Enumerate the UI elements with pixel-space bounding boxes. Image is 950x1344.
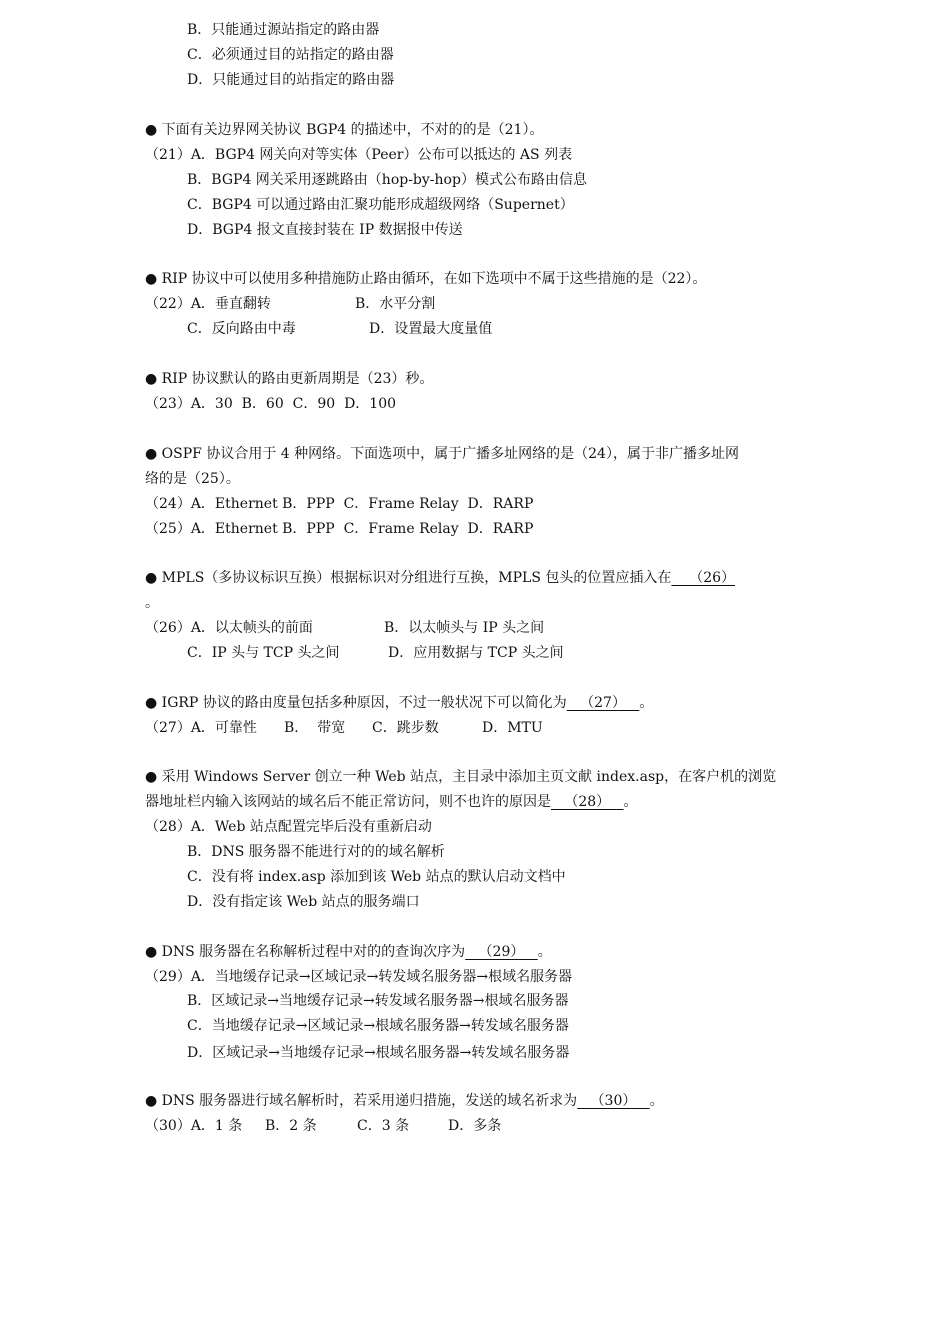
q29-option-b: B．区域记录→当地缓存记录→转发域名服务器→根域名服务器 bbox=[187, 993, 569, 1009]
q28-stem-line1: ● 采用 Windows Server 创立一种 Web 站点，主目录中添加主页文献 index.asp，在客户机的浏览 bbox=[145, 769, 777, 785]
q20-option-c: C．必须通过目的站指定的路由器 bbox=[187, 47, 394, 63]
q27-stem-tail: 。 bbox=[639, 695, 654, 711]
q27-option-c: C．跳步数 bbox=[372, 720, 439, 736]
q30-option-d: D．多条 bbox=[448, 1118, 502, 1134]
q23-stem: ● RIP 协议默认的路由更新周期是（23）秒。 bbox=[145, 371, 434, 387]
q22-option-a: （22）A．垂直翻转 bbox=[145, 296, 271, 312]
q28-option-b: B．DNS 服务器不能进行对的的域名解析 bbox=[187, 844, 445, 860]
q26-option-b: B．以太帧头与 IP 头之间 bbox=[384, 620, 545, 636]
q22-option-b: B．水平分割 bbox=[355, 296, 436, 312]
q22-stem: ● RIP 协议中可以使用多种措施防止路由循环，在如下选项中不属于这些措施的是（22）。 bbox=[145, 271, 707, 287]
q26-option-d: D．应用数据与 TCP 头之间 bbox=[388, 645, 564, 661]
q21-option-c: C．BGP4 可以通过路由汇聚功能形成超级网络（Supernet） bbox=[187, 197, 574, 213]
q30-stem-text: ● DNS 服务器进行域名解析时，若采用递归措施，发送的域名祈求为 bbox=[145, 1093, 578, 1109]
q26-stem bbox=[145, 568, 735, 588]
q22-option-c: C．反向路由中毒 bbox=[187, 321, 296, 337]
q24-stem-line2: 络的是（25）。 bbox=[145, 471, 240, 487]
q30-stem-tail: 。 bbox=[649, 1093, 664, 1109]
q27-option-b: B． 带宽 bbox=[284, 720, 346, 736]
q27-blank: （27） bbox=[566, 695, 640, 711]
q20-option-b: B．只能通过源站指定的路由器 bbox=[187, 22, 380, 38]
q28-blank: （28） bbox=[551, 794, 624, 810]
q21-option-d: D．BGP4 报文直接封装在 IP 数据报中传送 bbox=[187, 222, 463, 238]
q21-stem: ● 下面有关边界网关协议 BGP4 的描述中，不对的的是（21）。 bbox=[145, 122, 544, 138]
q29-option-c: C．当地缓存记录→区域记录→根域名服务器→转发域名服务器 bbox=[187, 1018, 569, 1034]
q28-stem-tail: 。 bbox=[623, 794, 638, 810]
q28-option-d: D．没有指定该 Web 站点的服务端口 bbox=[187, 894, 420, 910]
q29-stem bbox=[145, 942, 552, 962]
q28-option-a: （28）A．Web 站点配置完毕后没有重新启动 bbox=[145, 819, 432, 835]
q29-stem-tail: 。 bbox=[537, 944, 552, 960]
q27-option-a: （27）A．可靠性 bbox=[145, 720, 257, 736]
q29-option-d: D．区域记录→当地缓存记录→根域名服务器→转发域名服务器 bbox=[187, 1045, 570, 1061]
q30-option-b: B．2 条 bbox=[265, 1118, 317, 1134]
q22-option-d: D．设置最大度量值 bbox=[369, 321, 493, 337]
q26-stem-tail: 。 bbox=[145, 595, 159, 611]
q20-option-d: D．只能通过目的站指定的路由器 bbox=[187, 72, 395, 88]
q26-blank: （26） bbox=[671, 570, 736, 586]
q26-option-a: （26）A．以太帧头的前面 bbox=[145, 620, 313, 636]
q29-stem-text: ● DNS 服务器在名称解析过程中对的的查询次序为 bbox=[145, 944, 466, 960]
q24-stem-line1: ● OSPF 协议合用于 4 种网络。下面选项中，属于广播多址网络的是（24），属于非广播多址网 bbox=[145, 446, 739, 462]
q28-stem-line2 bbox=[145, 792, 638, 812]
q30-option-c: C．3 条 bbox=[357, 1118, 410, 1134]
q21-option-a: （21）A．BGP4 网关向对等实体（Peer）公布可以抵达的 AS 列表 bbox=[145, 147, 573, 163]
q24-options: （24）A．Ethernet B．PPP C．Frame Relay D．RARP bbox=[145, 496, 534, 512]
q29-blank: （29） bbox=[465, 944, 538, 960]
q28-stem-text: 器地址栏内输入该网站的域名后不能正常访问，则不也许的原因是 bbox=[145, 794, 551, 810]
q23-options: （23）A．30 B．60 C．90 D．100 bbox=[145, 396, 397, 412]
q27-stem bbox=[145, 693, 653, 713]
q27-stem-text: ● IGRP 协议的路由度量包括多种原因，不过一般状况下可以简化为 bbox=[145, 695, 567, 711]
q26-option-c: C．IP 头与 TCP 头之间 bbox=[187, 645, 340, 661]
q30-blank: （30） bbox=[577, 1093, 650, 1109]
q26-stem-text: ● MPLS（多协议标识互换）根据标识对分组进行互换，MPLS 包头的位置应插入在 bbox=[145, 570, 672, 586]
q27-option-d: D．MTU bbox=[482, 720, 543, 736]
q28-option-c: C．没有将 index.asp 添加到该 Web 站点的默认启动文档中 bbox=[187, 869, 566, 885]
q21-option-b: B．BGP4 网关采用逐跳路由（hop-by-hop）模式公布路由信息 bbox=[187, 172, 587, 188]
q30-option-a: （30）A．1 条 bbox=[145, 1118, 243, 1134]
q30-stem bbox=[145, 1091, 664, 1111]
q25-options: （25）A．Ethernet B．PPP C．Frame Relay D．RARP bbox=[145, 521, 534, 537]
q29-option-a: （29）A．当地缓存记录→区域记录→转发域名服务器→根域名服务器 bbox=[145, 969, 573, 985]
